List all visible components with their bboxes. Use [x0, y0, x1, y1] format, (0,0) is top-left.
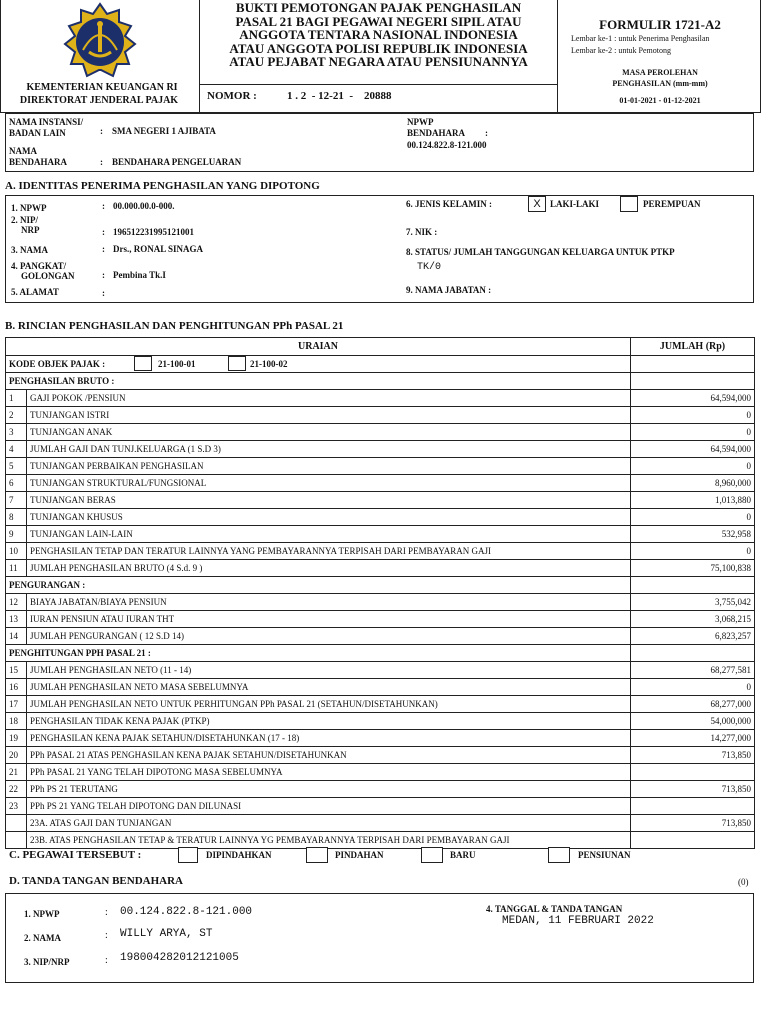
d-nip-colon: : — [105, 955, 108, 966]
row-value: 64,594,000 — [631, 390, 755, 407]
row-value: 713,850 — [631, 747, 755, 764]
d-nama-colon: : — [105, 930, 108, 941]
table-row — [6, 560, 755, 577]
checkbox-pindahan[interactable] — [306, 847, 328, 863]
empty-cell — [631, 645, 755, 662]
row-number: 14 — [6, 628, 27, 645]
ministry-name: KEMENTERIAN KEUANGAN RI — [26, 82, 178, 93]
checkbox-kode-1[interactable] — [134, 356, 152, 371]
row-value: 6,823,257 — [631, 628, 755, 645]
row-number — [6, 832, 27, 849]
sheet-note-2: Lembar ke-2 : untuk Pemotong — [571, 46, 671, 55]
row-label: JUMLAH PENGURANGAN ( 12 S.D 14) — [27, 628, 631, 645]
a-alamat-label: 5. ALAMAT — [11, 287, 59, 297]
section-d-title: D. TANDA TANGAN BENDAHARA — [9, 875, 183, 887]
row-number: 23 — [6, 798, 27, 815]
table-row — [6, 747, 755, 764]
checkbox-perempuan[interactable] — [620, 196, 638, 212]
row-value: 532,958 — [631, 526, 755, 543]
opt-dipindahkan: DIPINDAHKAN — [206, 850, 272, 860]
instansi-colon: : — [100, 126, 103, 136]
table-row — [6, 730, 755, 747]
title-line: BUKTI PEMOTONGAN PAJAK PENGHASILAN — [235, 0, 522, 15]
a-nama-colon: : — [102, 244, 105, 254]
row-label: TUNJANGAN STRUKTURAL/FUNGSIONAL — [27, 475, 631, 492]
row-number: 5 — [6, 458, 27, 475]
d-sign-label: 4. TANGGAL & TANDA TANGAN — [486, 904, 623, 914]
table-row — [6, 662, 755, 679]
a-nama-value: Drs., RONAL SINAGA — [113, 244, 204, 254]
row-label: JUMLAH PENGHASILAN NETO UNTUK PERHITUNGAN PPh PASAL 21 (SETAHUN/DISETAHUNKAN) — [27, 696, 631, 713]
a-pangkat-value: Pembina Tk.I — [113, 270, 166, 280]
row-value: 713,850 — [631, 781, 755, 798]
row-value: 54,000,000 — [631, 713, 755, 730]
row-label: PENGHASILAN TETAP DAN TERATUR LAINNYA YANG PEMBAYARANNYA TERPISAH DARI PEMBAYARAN GAJI — [27, 543, 631, 560]
row-number: 8 — [6, 509, 27, 526]
row-number: 18 — [6, 713, 27, 730]
row-number: 15 — [6, 662, 27, 679]
directorate-name: DIREKTORAT JENDERAL PAJAK — [19, 95, 179, 106]
table-row — [6, 543, 755, 560]
row-value — [631, 832, 755, 849]
d-nip-value: 198004282012121005 — [120, 952, 239, 964]
row-value: 1,013,880 — [631, 492, 755, 509]
title-line: ATAU PEJABAT NEGARA ATAU PENSIUNANNYA — [229, 54, 528, 69]
group-label: PENGHITUNGAN PPH PASAL 21 : — [6, 645, 631, 662]
d-sign-value: MEDAN, 11 FEBRUARI 2022 — [502, 915, 654, 927]
row-number: 10 — [6, 543, 27, 560]
section-a-title: A. IDENTITAS PENERIMA PENGHASILAN YANG DIPOTONG — [5, 180, 320, 192]
row-number: 6 — [6, 475, 27, 492]
nomor-value: 1 . 2 - 12-21 - 20888 — [287, 90, 392, 102]
row-value: 68,277,581 — [631, 662, 755, 679]
row-label: GAJI POKOK /PENSIUN — [27, 390, 631, 407]
table-row — [6, 441, 755, 458]
row-label: IURAN PENSIUN ATAU IURAN THT — [27, 611, 631, 628]
section-b-title: B. RINCIAN PENGHASILAN DAN PENGHITUNGAN PPh PASAL 21 — [5, 320, 344, 332]
row-label: JUMLAH GAJI DAN TUNJ.KELUARGA (1 S.D 3) — [27, 441, 631, 458]
kode-label: KODE OBJEK PAJAK : — [9, 359, 106, 369]
row-label: PPh PS 21 TERUTANG — [27, 781, 631, 798]
row-label: JUMLAH PENGHASILAN NETO (11 - 14) — [27, 662, 631, 679]
row-number: 1 — [6, 390, 27, 407]
group-row — [6, 645, 755, 662]
row-label: TUNJANGAN ANAK — [27, 424, 631, 441]
row-value: 3,068,215 — [631, 611, 755, 628]
table-row — [6, 594, 755, 611]
a-jabatan-label: 9. NAMA JABATAN : — [406, 285, 492, 295]
bendahara-colon: : — [100, 157, 103, 167]
d-npwp-label: 1. NPWP — [24, 909, 60, 919]
row-number: 11 — [6, 560, 27, 577]
row-value — [631, 764, 755, 781]
opt-pensiunan: PENSIUNAN — [578, 850, 631, 860]
row-number: 17 — [6, 696, 27, 713]
row-number: 16 — [6, 679, 27, 696]
section-c-title: C. PEGAWAI TERSEBUT : — [9, 849, 142, 861]
a-alamat-colon: : — [102, 288, 105, 298]
row-label: 23B. ATAS PENGHASILAN TETAP & TERATUR LAINNYA YG PEMBAYARANNYA TERPISAH DARI PEMBAYARAN GAJI — [27, 832, 631, 849]
npwp-bendahara-colon: : — [485, 128, 488, 138]
opt-pindahan: PINDAHAN — [335, 850, 384, 860]
row-label: PPh PASAL 21 YANG TELAH DIPOTONG MASA SEBELUMNYA — [27, 764, 631, 781]
d-npwp-colon: : — [105, 907, 108, 918]
title-line: ATAU ANGGOTA POLISI REPUBLIK INDONESIA — [229, 40, 528, 56]
table-row — [6, 696, 755, 713]
row-value: 0 — [631, 424, 755, 441]
table-row — [6, 628, 755, 645]
a-npwp-colon: : — [102, 201, 105, 211]
row-number: 19 — [6, 730, 27, 747]
d-nama-label: 2. NAMA — [24, 933, 61, 943]
table-row — [6, 424, 755, 441]
table-row — [6, 611, 755, 628]
a-jk-male-label: LAKI-LAKI — [550, 199, 600, 209]
checkbox-baru[interactable] — [421, 847, 443, 863]
row-value: 64,594,000 — [631, 441, 755, 458]
document-title — [200, 1, 557, 69]
table-row — [6, 526, 755, 543]
row-number: 9 — [6, 526, 27, 543]
title-line: PASAL 21 BAGI PEGAWAI NEGERI SIPIL ATAU — [235, 13, 522, 29]
checkbox-laki-laki[interactable]: X — [528, 196, 546, 212]
a-npwp-label: 1. NPWP — [11, 203, 47, 213]
table-row — [6, 679, 755, 696]
table-row — [6, 713, 755, 730]
row-label: PENGHASILAN TIDAK KENA PAJAK (PTKP) — [27, 713, 631, 730]
row-label: TUNJANGAN LAIN-LAIN — [27, 526, 631, 543]
row-value: 3,755,042 — [631, 594, 755, 611]
row-label: PENGHASILAN KENA PAJAK SETAHUN/DISETAHUNKAN (17 - 18) — [27, 730, 631, 747]
title-line: ANGGOTA TENTARA NASIONAL INDONESIA — [239, 27, 518, 42]
row-label: TUNJANGAN KHUSUS — [27, 509, 631, 526]
bendahara-value: BENDAHARA PENGELUARAN — [112, 157, 242, 167]
kode-cell — [6, 356, 631, 373]
opt-baru: BARU — [450, 850, 476, 860]
table-row — [6, 475, 755, 492]
table-row — [6, 798, 755, 815]
npwp-bendahara-value: 00.124.822.8-121.000 — [407, 140, 487, 150]
kode-2: 21-100-02 — [250, 359, 288, 369]
period-label-2: PENGHASILAN (mm-mm) — [612, 79, 708, 88]
row-number: 22 — [6, 781, 27, 798]
row-label: JUMLAH PENGHASILAN NETO MASA SEBELUMNYA — [27, 679, 631, 696]
row-number: 20 — [6, 747, 27, 764]
row-value: 14,277,000 — [631, 730, 755, 747]
row-number: 12 — [6, 594, 27, 611]
row-number — [6, 815, 27, 832]
checkbox-dipindahkan[interactable] — [178, 847, 198, 863]
row-value: 0 — [631, 458, 755, 475]
row-number: 7 — [6, 492, 27, 509]
group-label: PENGURANGAN : — [6, 577, 631, 594]
empty-cell — [631, 577, 755, 594]
row-value: 0 — [631, 679, 755, 696]
row-number: 13 — [6, 611, 27, 628]
table-row — [6, 407, 755, 424]
col-uraian: URAIAN — [6, 338, 631, 356]
group-row — [6, 577, 755, 594]
group-label: PENGHASILAN BRUTO : — [6, 373, 631, 390]
form-code: FORMULIR 1721-A2 — [599, 17, 721, 32]
d-nama-value: WILLY ARYA, ST — [120, 928, 213, 940]
header-divider-right — [557, 0, 558, 113]
instansi-value: SMA NEGERI 1 AJIBATA — [112, 126, 216, 136]
nomor-label: NOMOR : — [207, 90, 257, 102]
table-row — [6, 458, 755, 475]
a-pangkat-colon: : — [102, 270, 105, 280]
a-nama-label: 3. NAMA — [11, 245, 48, 255]
group-row — [6, 373, 755, 390]
bendahara-label: NAMA BENDAHARA — [9, 146, 68, 167]
table-row — [6, 815, 755, 832]
table-row — [6, 832, 755, 849]
row-value: 0 — [631, 543, 755, 560]
a-npwp-value: 00.000.00.0-000. — [113, 201, 175, 211]
row-label: PPh PS 21 YANG TELAH DIPOTONG DAN DILUNASI — [27, 798, 631, 815]
a-nik-label: 7. NIK : — [406, 227, 438, 237]
row-value: 0 — [631, 509, 755, 526]
row-value: 8,960,000 — [631, 475, 755, 492]
a-nip-label: 2. NIP/ NRP — [11, 215, 40, 235]
d-nip-label: 3. NIP/NRP — [24, 957, 70, 967]
nomor-divider — [199, 84, 557, 85]
a-jk-female-label: PEREMPUAN — [643, 199, 701, 209]
period-label-1: MASA PEROLEHAN — [622, 68, 698, 77]
section-d-box — [5, 893, 754, 983]
row-label: PPh PASAL 21 ATAS PENGHASILAN KENA PAJAK SETAHUN/DISETAHUNKAN — [27, 747, 631, 764]
section-d-code: (0) — [738, 877, 749, 887]
row-number: 4 — [6, 441, 27, 458]
d-npwp-value: 00.124.822.8-121.000 — [120, 906, 253, 918]
table-row — [6, 764, 755, 781]
a-jk-label: 6. JENIS KELAMIN : — [406, 199, 493, 209]
table-header-row — [6, 338, 755, 356]
table-row — [6, 509, 755, 526]
empty-cell — [631, 356, 755, 373]
a-status-value: TK/0 — [417, 262, 442, 273]
sheet-note-1: Lembar ke-1 : untuk Penerima Penghasilan — [571, 34, 710, 43]
period-value: 01-01-2021 - 01-12-2021 — [619, 96, 701, 105]
row-value: 713,850 — [631, 815, 755, 832]
table-row — [6, 781, 755, 798]
a-nip-colon: : — [102, 227, 105, 237]
kode-1: 21-100-01 — [158, 359, 196, 369]
table-row — [6, 492, 755, 509]
empty-cell — [631, 373, 755, 390]
kode-row — [6, 356, 755, 373]
row-value — [631, 798, 755, 815]
instansi-label: NAMA INSTANSI/ BADAN LAIN — [9, 117, 84, 138]
row-label: TUNJANGAN ISTRI — [27, 407, 631, 424]
row-number: 21 — [6, 764, 27, 781]
npwp-bendahara-label: NPWP BENDAHARA — [407, 117, 466, 138]
ministry-logo-icon — [55, 2, 145, 82]
a-pangkat-label: 4. PANGKAT/ GOLONGAN — [11, 261, 75, 281]
row-label: JUMLAH PENGHASILAN BRUTO (4 S.d. 9 ) — [27, 560, 631, 577]
row-value: 75,100,838 — [631, 560, 755, 577]
checkbox-kode-2[interactable] — [228, 356, 246, 371]
row-label: TUNJANGAN PERBAIKAN PENGHASILAN — [27, 458, 631, 475]
a-status-label: 8. STATUS/ JUMLAH TANGGUNGAN KELUARGA UNTUK PTKP — [406, 247, 675, 257]
row-value: 68,277,000 — [631, 696, 755, 713]
a-nip-value: 196512231995121001 — [113, 227, 194, 237]
checkbox-pensiunan[interactable] — [548, 847, 570, 863]
row-number: 3 — [6, 424, 27, 441]
table-row — [6, 390, 755, 407]
row-number: 2 — [6, 407, 27, 424]
row-label: BIAYA JABATAN/BIAYA PENSIUN — [27, 594, 631, 611]
col-jumlah: JUMLAH (Rp) — [631, 338, 755, 356]
row-label: TUNJANGAN BERAS — [27, 492, 631, 509]
row-label: 23A. ATAS GAJI DAN TUNJANGAN — [27, 815, 631, 832]
row-value: 0 — [631, 407, 755, 424]
income-table — [5, 337, 755, 849]
